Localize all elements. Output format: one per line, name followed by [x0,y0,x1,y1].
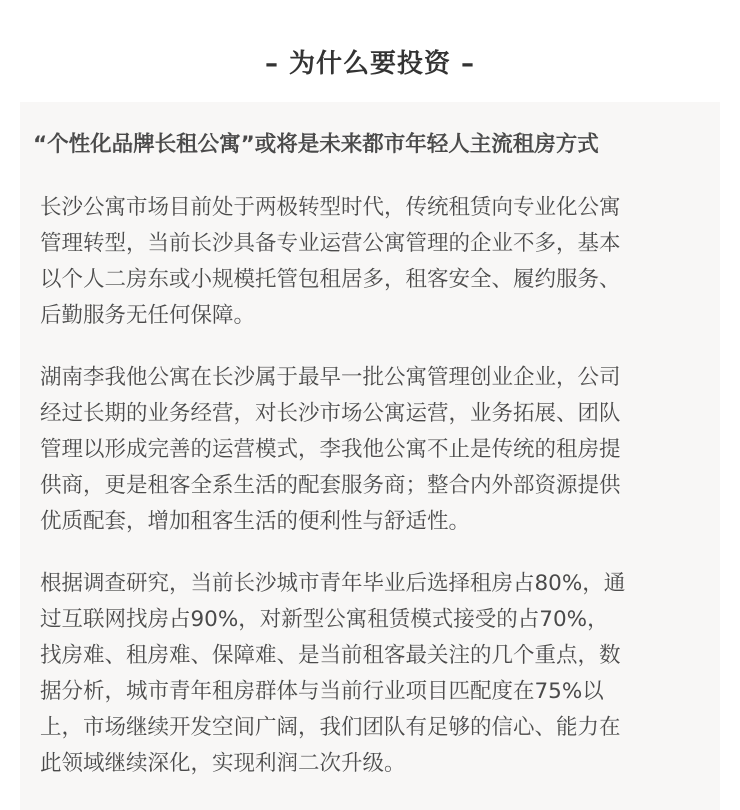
paragraph-line: 过互联网找房占90%，对新型公寓租赁模式接受的占70%， [40,607,609,632]
paragraph-line: 管理转型，当前长沙具备专业运营公寓管理的企业不多，基本 [40,231,621,256]
paragraph-research-data [40,566,700,782]
paragraph-line: 管理以形成完善的运营模式，李我他公寓不止是传统的租房提 [40,437,621,462]
paragraph-line: 后勤服务无任何保障。 [40,303,256,328]
paragraph-line: 根据调查研究，当前长沙城市青年毕业后选择租房占80%，通 [40,571,626,596]
paragraph-line: 湖南李我他公寓在长沙属于最早一批公寓管理创业企业，公司 [40,365,621,390]
paragraph-line: 上，市场继续开发空间广阔，我们团队有足够的信心、能力在 [40,715,621,740]
paragraph-market-status [40,190,700,334]
paragraph-line: 此领域继续深化，实现利润二次升级。 [40,751,406,776]
paragraph-line: 据分析，城市青年租房群体与当前行业项目匹配度在75%以 [40,679,604,704]
paragraph-line: 经过长期的业务经营，对长沙市场公寓运营，业务拓展、团队 [40,401,621,426]
section-title: – 为什么要投资 – [264,49,476,79]
paragraph-company-intro [40,360,700,540]
paragraph-line: 以个人二房东或小规模托管包租居多，租客安全、履约服务、 [40,267,621,292]
content-card [20,102,720,810]
paragraph-line: 优质配套，增加租客生活的便利性与舒适性。 [40,509,471,534]
paragraph-line: 找房难、租房难、保障难、是当前租客最关注的几个重点，数 [40,643,621,668]
paragraph-line: 长沙公寓市场目前处于两极转型时代，传统租赁向专业化公寓 [40,195,621,220]
paragraph-line: 供商，更是租客全系生活的配套服务商；整合内外部资源提供 [40,473,621,498]
card-heading: “个性化品牌长租公寓”或将是未来都市年轻人主流租房方式 [33,132,599,157]
